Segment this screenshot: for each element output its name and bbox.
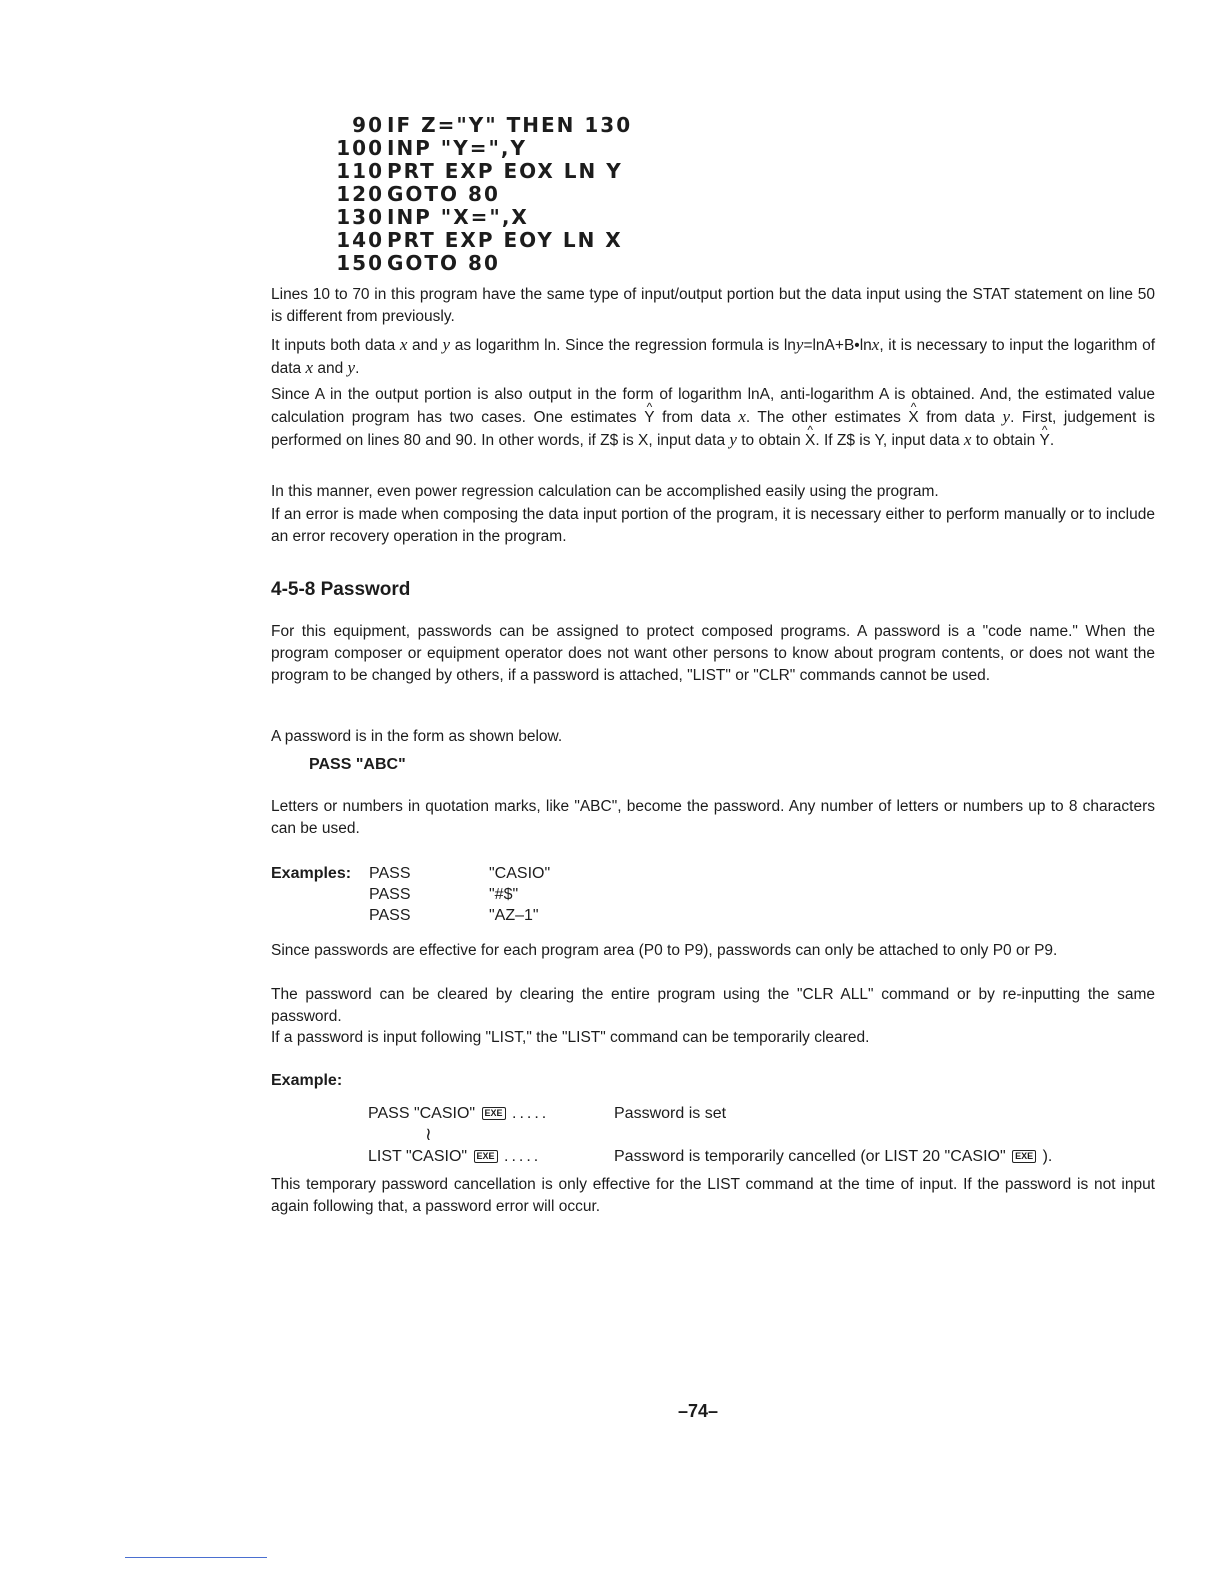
paragraph-password-form: A password is in the form as shown below.	[271, 728, 563, 745]
y-hat-symbol: ^ Y	[644, 407, 654, 429]
x-hat-symbol: ^ X	[908, 407, 918, 429]
line-number: 140	[336, 228, 384, 252]
code-line	[318, 183, 632, 206]
example-line-set: PASS "CASIO" EXE ..... Password is set	[368, 1105, 727, 1122]
code-line	[318, 229, 632, 252]
examples-label: Examples:	[271, 865, 352, 882]
line-number: 150	[336, 251, 384, 275]
paragraph-estimate-cases: Since A in the output portion is also output in the form of logarithm lnA, anti-logarithm A is obtained. And, the estimated value calculation program has two cases. One estimates ^ Y from data x. The other estimates ^ X from data y. First, judgement is performed on lines 80 and 90. In other words, if Z$ is X, input data y to obtain ^ X. If Z$ is Y, input data x to obtain ^ Y.	[271, 384, 1155, 452]
code-text: GOTO 80	[387, 182, 500, 206]
section-heading: 4-5-8 Password	[271, 579, 411, 600]
example-row: PASS "AZ–1"	[369, 907, 539, 924]
code-text: INP "Y=",Y	[387, 136, 527, 160]
password-syntax: PASS "ABC"	[309, 756, 406, 773]
example-row: PASS "#$"	[369, 886, 519, 903]
paragraph-clear-password: The password can be cleared by clearing the entire program using the "CLR ALL" command or by re-inputting the same password.	[271, 986, 1155, 1025]
code-text: PRT EXP EOX LN Y	[387, 159, 623, 183]
code-line	[318, 206, 632, 229]
paragraph-power-regression: In this manner, even power regression calculation can be accomplished easily using the program.	[271, 483, 939, 500]
line-number: 90	[352, 113, 384, 137]
example-line-list: LIST "CASIO" EXE ..... Password is temporarily cancelled (or LIST 20 "CASIO" EXE ).	[368, 1148, 1053, 1165]
line-number: 130	[336, 205, 384, 229]
line-number: 100	[336, 136, 384, 160]
paragraph-lines-10-70: Lines 10 to 70 in this program have the same type of input/output portion but the data input using the STAT statement on line 50 is different from previously.	[271, 286, 1155, 325]
page-number: –74–	[678, 1401, 719, 1421]
example-label: Example:	[271, 1072, 343, 1089]
x-hat-symbol: ^ X	[805, 430, 815, 452]
code-text: INP "X=",X	[387, 205, 529, 229]
y-hat-symbol: ^ Y	[1040, 430, 1050, 452]
paragraph-error-recovery: If an error is made when composing the data input portion of the program, it is necessary either to perform manually or to include an error recovery operation in the program.	[271, 506, 1155, 545]
code-text: IF Z="Y" THEN 130	[387, 113, 633, 137]
line-number: 120	[336, 182, 384, 206]
paragraph-program-areas: Since passwords are effective for each program area (P0 to P9), passwords can only be attached to only P0 or P9.	[271, 942, 1058, 959]
code-line	[318, 252, 632, 275]
paragraph-password-chars: Letters or numbers in quotation marks, like "ABC", become the password. Any number of letters or numbers up to 8 characters can be used.	[271, 798, 1155, 837]
code-line	[318, 137, 632, 160]
exe-key-icon: EXE	[482, 1107, 506, 1120]
code-text: GOTO 80	[387, 251, 500, 275]
code-text: PRT EXP EOY LN X	[387, 228, 623, 252]
code-line	[318, 160, 632, 183]
exe-key-icon: EXE	[1012, 1150, 1036, 1163]
example-row: PASS "CASIO"	[369, 865, 551, 882]
paragraph-list-clear: If a password is input following "LIST," the "LIST" command can be temporarily cleared.	[271, 1029, 870, 1046]
line-number: 110	[336, 159, 384, 183]
code-line	[318, 114, 632, 137]
paragraph-log-inputs: It inputs both data x and y as logarithm ln. Since the regression formula is lny=lnA+B•lnx, it is necessary to input the logarithm of data x and y.	[271, 335, 1156, 377]
continuation-mark: ≀	[425, 1124, 432, 1144]
footer-rule	[125, 1557, 267, 1558]
paragraph-temporary-cancel: This temporary password cancellation is only effective for the LIST command at the time of input. If the password is not input again following that, a password error will occur.	[271, 1176, 1155, 1215]
exe-key-icon: EXE	[474, 1150, 498, 1163]
paragraph-password-intro: For this equipment, passwords can be assigned to protect composed programs. A password is a "code name." When the program composer or equipment operator does not want other persons to know about program contents, or does not want the program to be changed by others, if a password is attached, "LIST" or "CLR" commands cannot be used.	[271, 623, 1155, 684]
code-listing	[318, 114, 632, 275]
